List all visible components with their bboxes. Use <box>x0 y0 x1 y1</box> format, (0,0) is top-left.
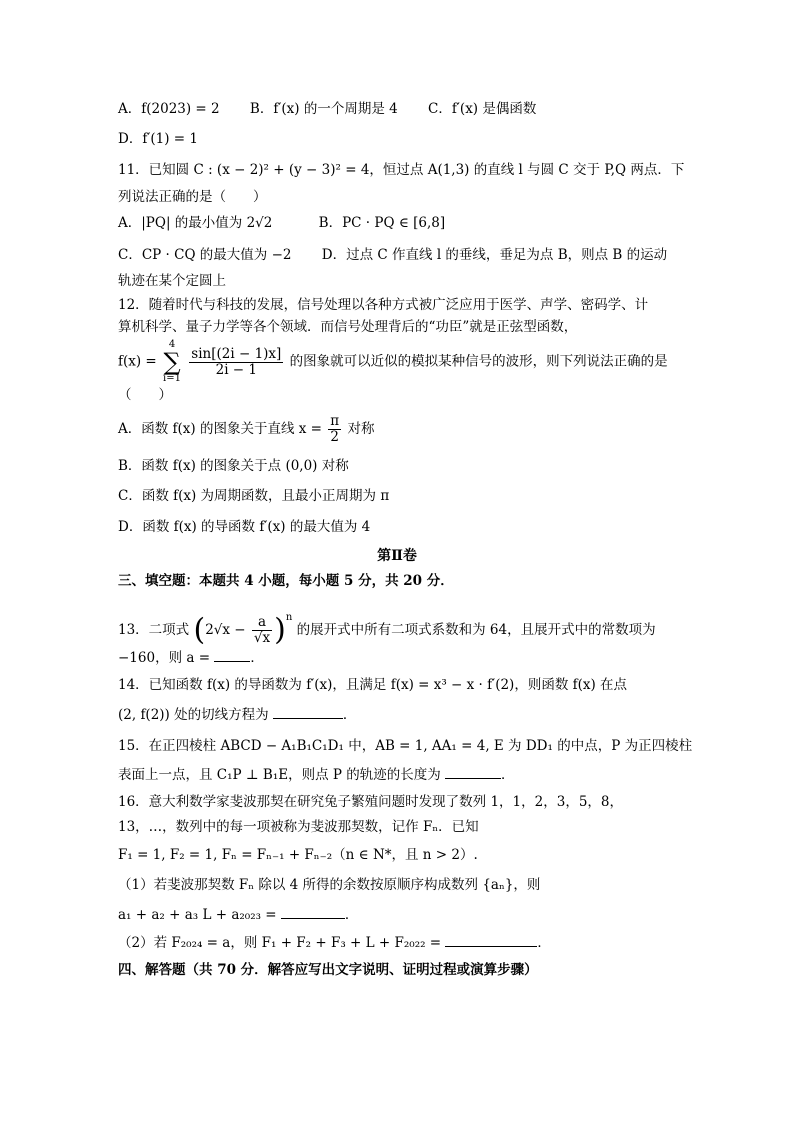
q10-option-b: B．f′(x) 的一个周期是 4 <box>249 101 398 117</box>
q11-options-cd <box>118 246 667 264</box>
q13-line2 <box>118 649 264 667</box>
section-4-header: 四、解答题（共 70 分．解答应写出文字说明、证明过程或演算步骤） <box>118 962 538 978</box>
q15-question-text: 表面上一点，且 C₁P ⊥ B₁E，则点 P 的轨迹的长度为 <box>118 767 441 783</box>
q12-option-b: B．函数 f(x) 的图象关于点 (0,0) 对称 <box>118 458 349 474</box>
q10-option-d: D．f′(1) = 1 <box>118 131 198 147</box>
q13-exponent: n <box>285 612 293 623</box>
period: ． <box>501 767 515 783</box>
q12-option-a-text: A．函数 f(x) 的图象关于直线 x = <box>118 421 322 437</box>
q13-answer-blank[interactable] <box>214 649 250 662</box>
q16-line2: 13，…，数列中的每一项被称为斐波那契数，记作 Fₙ．已知 <box>118 819 479 835</box>
sum-upper-limit: 4 <box>168 339 176 350</box>
q13-fraction <box>252 615 272 646</box>
q12-option-d: D．函数 f(x) 的导函数 f′(x) 的最大值为 4 <box>118 519 371 535</box>
q16-sub1: （1）若斐波那契数 Fₙ 除以 4 所得的余数按原顺序构成数列 {aₙ}，则 <box>118 877 541 893</box>
q12-stem-line2: 算机科学、量子力学等各个领域．而信号处理背后的“功臣”就是正弦型函数， <box>118 319 578 335</box>
fraction-numerator: π <box>330 413 340 429</box>
section-2-title: 第Ⅱ卷 <box>377 548 417 564</box>
summation-symbol: 4 ∑ i=1 <box>163 339 181 384</box>
pi-over-2-fraction <box>328 414 341 445</box>
fraction-denominator: 2 <box>330 429 340 445</box>
q16-sub2-text: （2）若 F₂₀₂₄ = a，则 F₁ + F₂ + F₃ + L + F₂₀₂₂ = <box>118 935 442 951</box>
q13-line1: 13．二项式 (2√x − $\frac{a}{√x}$ )$^n$ 的展开式中所有二项式系数和为 64，且展开式中的常数项为 <box>118 612 656 648</box>
section-3-header: 三、填空题：本题共 4 小题，每小题 5 分，共 20 分． <box>118 573 454 589</box>
q14-question-text: (2, f(2)) 处的切线方程为 <box>118 707 269 723</box>
q11-option-d-line1: D．过点 C 作直线 l 的垂线，垂足为点 B，则点 B 的运动 <box>321 247 668 263</box>
q13-label: 13．二项式 <box>118 622 190 638</box>
q14-line2 <box>118 706 356 724</box>
q11-options-ab <box>118 214 445 232</box>
q11-option-b: B．PC · PQ ∈ [6,8] <box>318 215 446 231</box>
period: ． <box>537 935 551 951</box>
q12-option-a-end: 对称 <box>347 421 375 437</box>
q15-answer-blank[interactable] <box>445 766 501 779</box>
q11-option-d-line2: 轨迹在某个定圆上 <box>118 273 226 289</box>
q14-answer-blank[interactable] <box>273 706 343 719</box>
q11-stem-line2: 列说法正确的是（ ） <box>118 189 267 205</box>
fraction-numerator: a <box>252 615 272 631</box>
period: ． <box>342 707 357 723</box>
q16-line1: 16．意大利数学家斐波那契在研究兔子繁殖问题时发现了数列 1，1，2，3，5，8， <box>118 794 624 810</box>
q12-formula-line <box>118 340 668 384</box>
q11-option-a: A．|PQ| 的最小值为 2√2 <box>118 215 273 231</box>
sum-lower-limit: i=1 <box>163 373 181 384</box>
q15-line1: 15．在正四棱柱 ABCD − A₁B₁C₁D₁ 中，AB = 1, AA₁ = 4, E 为 DD₁ 的中点，P 为正四棱柱 <box>118 738 693 754</box>
q12-formula-lhs: f(x) = <box>118 353 157 370</box>
q16-sub1-answer-blank[interactable] <box>281 906 345 919</box>
q12-option-c: C．函数 f(x) 为周期函数，且最小正周期为 π <box>118 488 390 504</box>
q12-fraction-denominator: 2i − 1 <box>215 361 257 378</box>
period: ． <box>250 650 264 666</box>
q12-fraction-numerator: sin[(2i − 1)x] <box>191 345 282 362</box>
q12-stem-line3: 的图象就可以近似的模拟某种信号的波形，则下列说法正确的是 <box>289 353 668 370</box>
q12-fraction <box>189 347 283 378</box>
q16-line3: F₁ = 1, F₂ = 1, Fₙ = Fₙ₋₁ + Fₙ₋₂（n ∈ N*，且 n > 2）. <box>118 847 478 863</box>
q10-option-c: C．f′(x) 是偶函数 <box>428 101 537 117</box>
q13-stem-text: 的展开式中所有二项式系数和为 64，且展开式中的常数项为 <box>296 622 656 638</box>
q13-question-text: −160，则 a = <box>118 650 211 666</box>
q10-option-a: A．f(2023) = 2 <box>118 101 220 117</box>
q12-stem-line4: （ ） <box>118 387 172 403</box>
q12-option-a <box>118 414 374 445</box>
q16-sub2-line <box>118 934 551 952</box>
q13-inner-term: 2√x − <box>205 622 246 638</box>
q16-sub1-expr-line <box>118 906 358 924</box>
q14-line1: 14．已知函数 f(x) 的导函数为 f′(x)，且满足 f(x) = x³ − x · f′(2)，则函数 f(x) 在点 <box>118 677 628 693</box>
q11-stem-line1: 11．已知圆 C : (x − 2)² + (y − 3)² = 4，恒过点 A(1,3) 的直线 l 与圆 C 交于 P,Q 两点．下 <box>118 162 685 178</box>
q16-sub1-expression: a₁ + a₂ + a₃ L + a₂₀₂₃ = <box>118 907 277 923</box>
q16-sub2-answer-blank[interactable] <box>445 934 537 947</box>
fraction-denominator: √x <box>253 630 271 646</box>
q12-stem-line1: 12．随着时代与科技的发展，信号处理以各种方式被广泛应用于医学、声学、密码学、计 <box>118 297 649 313</box>
period: ． <box>344 907 359 923</box>
q10-options-row <box>118 100 536 118</box>
q15-line2 <box>118 766 515 784</box>
q11-option-c: C．CP · CQ 的最大值为 −2 <box>118 247 292 263</box>
